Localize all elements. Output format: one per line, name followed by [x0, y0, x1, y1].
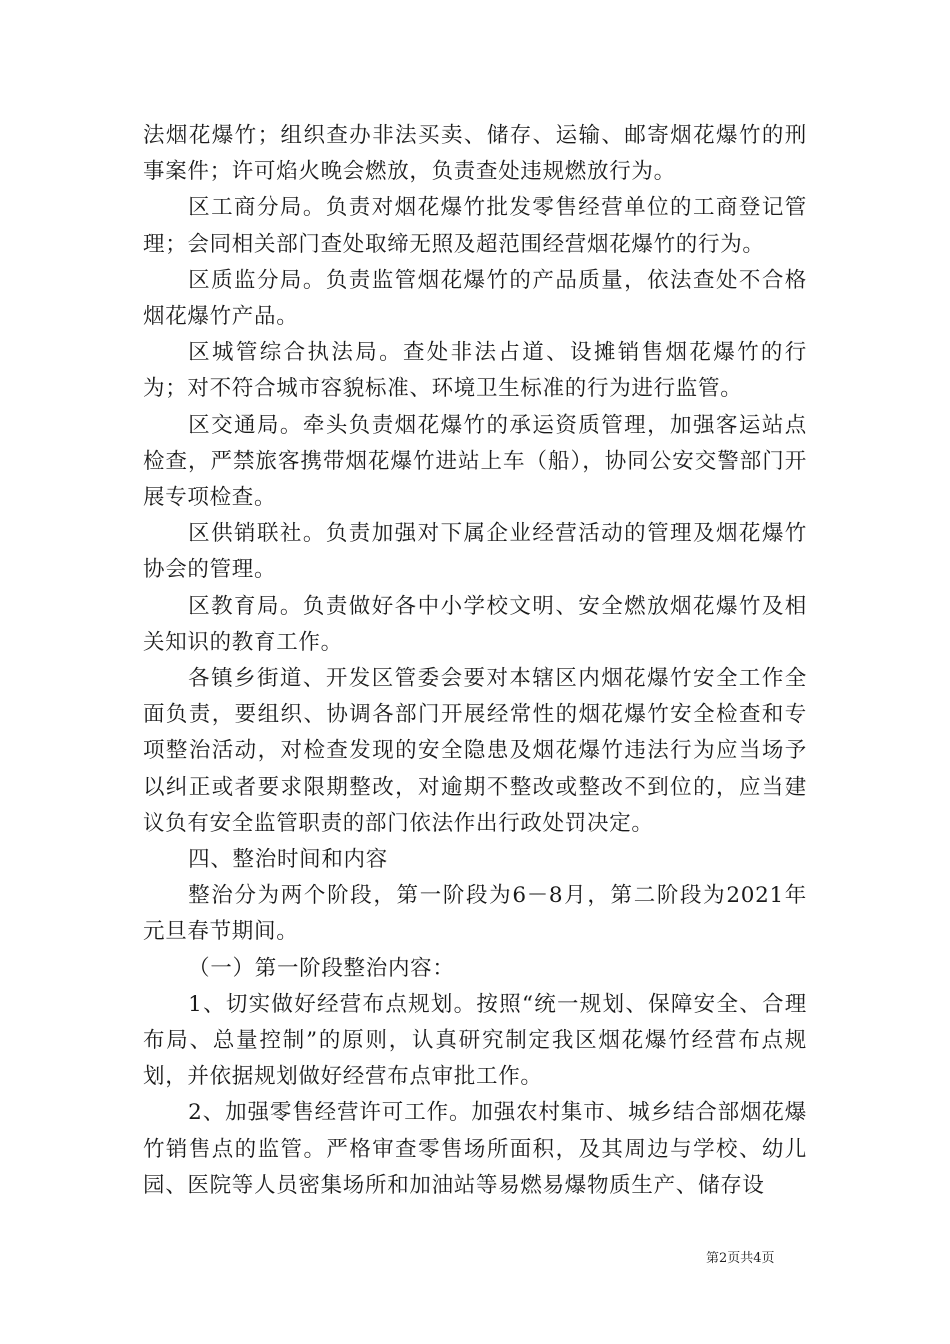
paragraph: 区质监分局。负责监管烟花爆竹的产品质量，依法查处不合格烟花爆竹产品。	[143, 267, 807, 330]
page-number-footer: 第2页共4页	[706, 1251, 775, 1266]
subsection-heading: （一）第一阶段整治内容：	[188, 955, 455, 981]
document-body	[143, 118, 807, 1204]
paragraph: 区城管综合执法局。查处非法占道、设摊销售烟花爆竹的行为；对不符合城市容貌标准、环境卫生标准的行为进行监管。	[143, 340, 807, 402]
paragraph: 整治分为两个阶段，第一阶段为6－8月，第二阶段为2021年元旦春节期间。	[143, 883, 807, 945]
paragraph: 区教育局。负责做好各中小学校文明、安全燃放烟花爆竹及相关知识的教育工作。	[143, 593, 807, 655]
paragraph: 区工商分局。负责对烟花爆竹批发零售经营单位的工商登记管理；会同相关部门查处取缔无照及超范围经营烟花爆竹的行为。	[143, 195, 807, 257]
paragraph: 法烟花爆竹；组织查办非法买卖、储存、运输、邮寄烟花爆竹的刑事案件；许可焰火晚会燃放，负责查处违规燃放行为。	[143, 123, 807, 185]
paragraph: 区供销联社。负责加强对下属企业经营活动的管理及烟花爆竹协会的管理。	[143, 521, 807, 583]
paragraph: 各镇乡街道、开发区管委会要对本辖区内烟花爆竹安全工作全面负责，要组织、协调各部门开展经常性的烟花爆竹安全检查和专项整治活动，对检查发现的安全隐患及烟花爆竹违法行为应当场予以纠正或者要求限期整改，对逾期不整改或整改不到位的，应当建议负有安全监管职责的部门依法作出行政处罚决定。	[143, 666, 807, 836]
section-heading: 四、整治时间和内容	[188, 847, 388, 873]
paragraph: 1、切实做好经营布点规划。按照“统一规划、保障安全、合理布局、总量控制”的原则，认真研究制定我区烟花爆竹经营布点规划，并依据规划做好经营布点审批工作。	[143, 991, 807, 1090]
paragraph: 2、加强零售经营许可工作。加强农村集市、城乡结合部烟花爆竹销售点的监管。严格审查零售场所面积，及其周边与学校、幼儿园、医院等人员密集场所和加油站等易燃易爆物质生产、储存设	[143, 1100, 807, 1198]
paragraph: 区交通局。牵头负责烟花爆竹的承运资质管理，加强客运站点检查，严禁旅客携带烟花爆竹进站上车（船），协同公安交警部门开展专项检查。	[143, 412, 807, 511]
